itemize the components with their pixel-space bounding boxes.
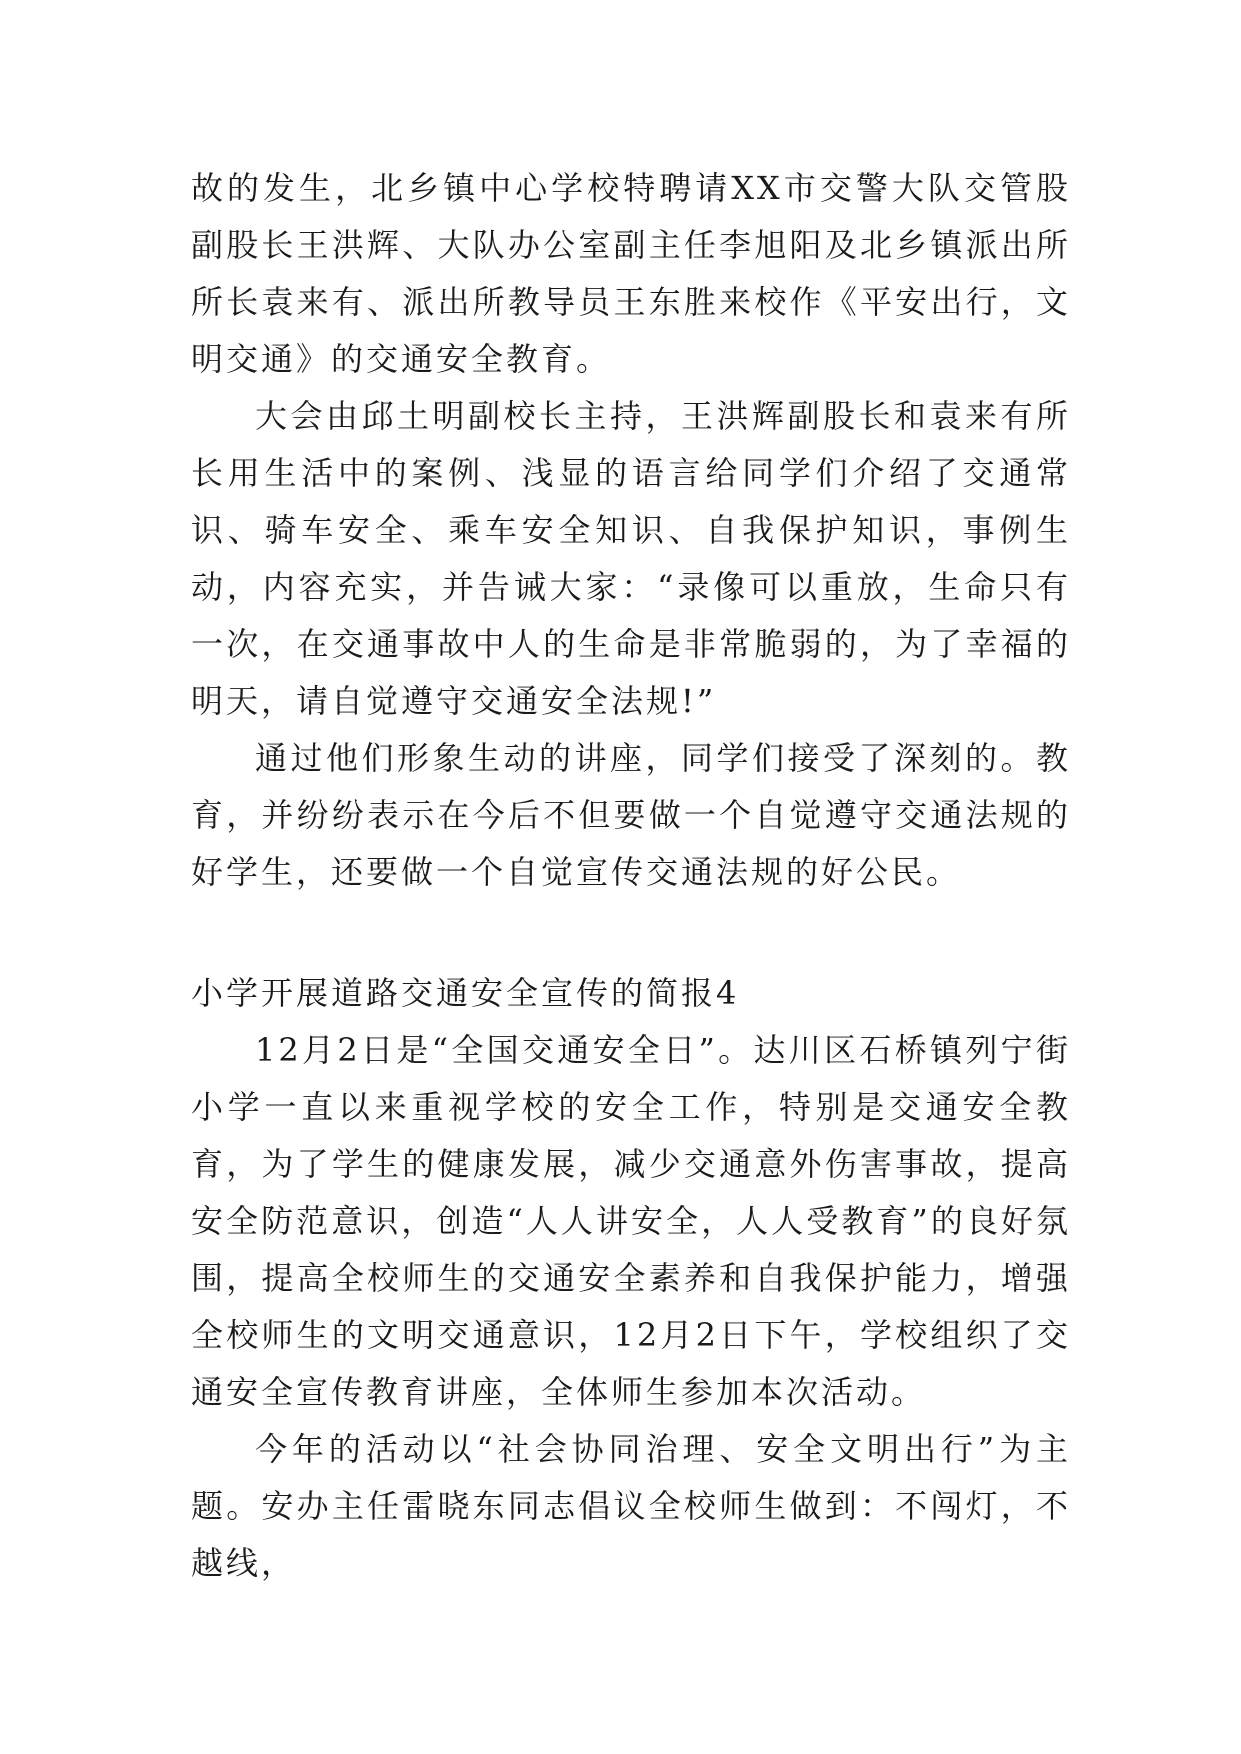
paragraph-safety-day: 12月2日是“全国交通安全日”。达川区石桥镇列宁街小学一直以来重视学校的安全工作，特别是交通安全教育，为了学生的健康发展，减少交通意外伤害事故，提高安全防范意识，创造“人人讲安全，人人受教育”的良好氛围，提高全校师生的交通安全素养和自我保护能力，增强全校师生的文明交通意识，12月2日下午，学校组织了交通安全宣传教育讲座，全体师生参加本次活动。 — [191, 1031, 1071, 1411]
paragraph-meeting: 大会由邱土明副校长主持，王洪辉副股长和袁来有所长用生活中的案例、浅显的语言给同学们介绍了交通常识、骑车安全、乘车安全知识、自我保护知识，事例生动，内容充实，并告诫大家：“录像可以重放，生命只有一次，在交通事故中人的生命是非常脆弱的，为了幸福的明天，请自觉遵守交通安全法规!” — [191, 397, 1071, 720]
document-body — [191, 160, 1071, 1592]
paragraph-continued: 故的发生，北乡镇中心学校特聘请XX市交警大队交管股副股长王洪辉、大队办公室副主任李旭阳及北乡镇派出所所长袁来有、派出所教导员王东胜来校作《平安出行，文明交通》的交通安全教育。 — [191, 169, 1071, 378]
section-heading: 小学开展道路交通安全宣传的简报4 — [191, 974, 740, 1012]
paragraph-theme: 今年的活动以“社会协同治理、安全文明出行”为主题。安办主任雷晓东同志倡议全校师生做到：不闯灯，不越线， — [191, 1430, 1071, 1582]
paragraph-conclusion: 通过他们形象生动的讲座，同学们接受了深刻的。教育，并纷纷表示在今后不但要做一个自觉遵守交通法规的好学生，还要做一个自觉宣传交通法规的好公民。 — [191, 739, 1071, 891]
